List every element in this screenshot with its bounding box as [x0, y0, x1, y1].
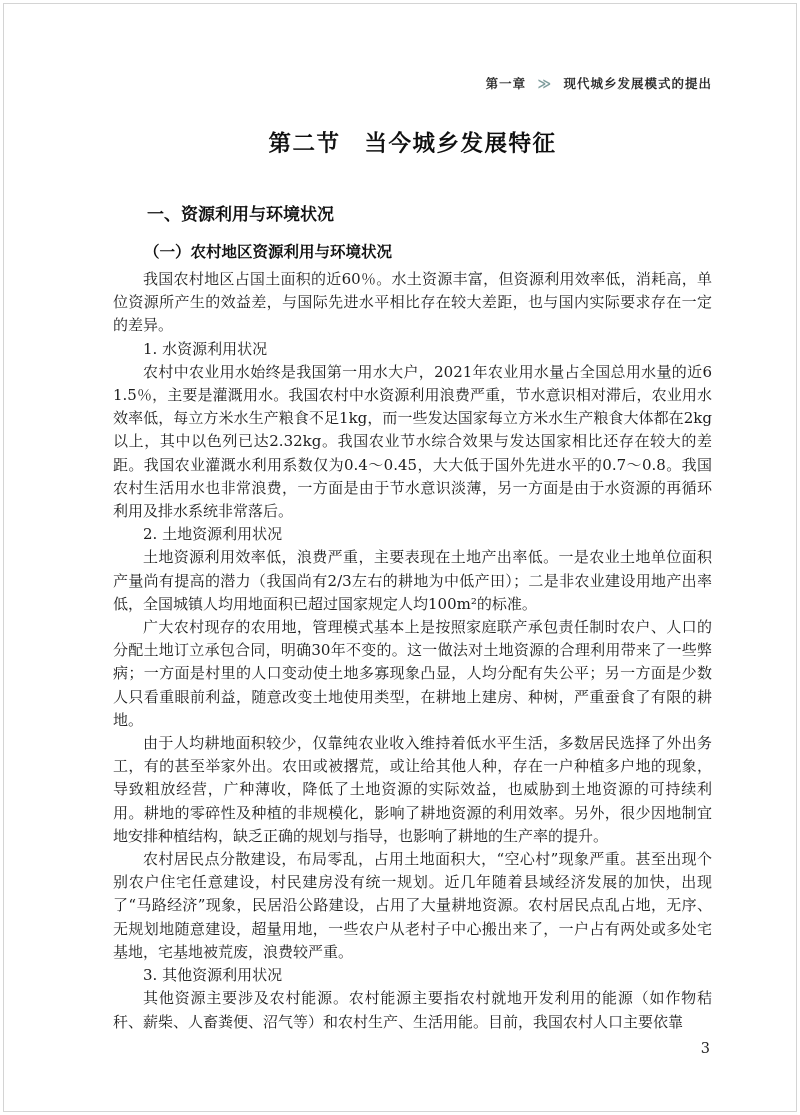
running-header [113, 0, 712, 92]
list-heading-land: 2. 土地资源利用状况 [143, 525, 283, 544]
chevron-right-icon: ≫ [537, 77, 553, 92]
paragraph-land-3: 由于人均耕地面积较少，仅靠纯农业收入维持着低水平生活，多数居民选择了外出务工，有的甚至举家外出。农田或被撂荒，或让给其他人种，存在一户种植多户地的现象，导致粗放经营，广种薄收，降低了土地资源的实际效益，也威胁到土地资源的可持续利用。耕地的零碎性及种植的非规模化，影响了耕地资源的利用效率。另外，很少因地制宜地安排种植结构，缺乏正确的规划与指导，也影响了耕地的生产率的提升。 [113, 734, 712, 845]
paragraph-land-1: 土地资源利用效率低，浪费严重，主要表现在土地产出率低。一是农业土地单位面积产量尚有提高的潜力（我国尚有2/3左右的耕地为中低产田）；二是非农业建设用地产出率低，全国城镇人均用地面积已超过国家规定人均100m²的标准。 [113, 548, 712, 613]
body-text [113, 268, 712, 1034]
paragraph-land-2: 广大农村现存的农用地，管理模式基本上是按照家庭联产承包责任制时农户、人口的分配土地订立承包合同，明确30年不变的。这一做法对土地资源的合理利用带来了一些弊病；一方面是村里的人口变动使土地多寡现象凸显，人均分配有失公平；另一方面是少数人只看重眼前利益，随意改变土地使用类型，在耕地上建房、种树，严重蚕食了有限的耕地。 [113, 618, 712, 729]
chapter-label: 第一章 [485, 76, 527, 91]
paragraph-water: 农村中农业用水始终是我国第一用水大户，2021年农业用水量占全国总用水量的近61.5％，主要是灌溉用水。我国农村中水资源利用浪费严重，节水意识相对滞后，农业用水效率低，每立方米水生产粮食不足1kg，而一些发达国家每立方米水生产粮食大体都在2kg以上，其中以色列已达2.32kg。我国农业节水综合效果与发达国家相比还存在较大的差距。我国农业灌溉水利用系数仅为0.4～0.45，大大低于国外先进水平的0.7～0.8。我国农村生活用水也非常浪费，一方面是由于节水意识淡薄，另一方面是由于水资源的再循环利用及排水系统非常落后。 [113, 362, 712, 521]
paragraph-land-4: 农村居民点分散建设，布局零乱，占用土地面积大，“空心村”现象严重。甚至出现个别农户住宅任意建设，村民建房没有统一规划。近几年随着县域经济发展的加快，出现了“马路经济”现象，民居沿公路建设，占用了大量耕地资源。农村居民点乱占地，无序、无规划地随意建设，超量用地，一些农户从老村子中心搬出来了，一户占有两处或多处宅基地，宅基地被荒废，浪费较严重。 [113, 850, 712, 961]
section-title: 第二节 当今城乡发展特征 [268, 131, 557, 157]
list-heading-other: 3. 其他资源利用状况 [143, 966, 283, 985]
page-number: 3 [700, 1041, 710, 1057]
paragraph-other: 其他资源主要涉及农村能源。农村能源主要指农村就地开发利用的能源（如作物秸秆、薪柴、人畜粪便、沼气等）和农村生产、生活用能。目前，我国农村人口主要依靠 [113, 989, 712, 1031]
heading-resources-environment: 一、资源利用与环境状况 [147, 205, 334, 225]
chapter-title: 现代城乡发展模式的提出 [563, 76, 712, 91]
list-heading-water: 1. 水资源利用状况 [143, 339, 268, 358]
heading-rural-resources: （一）农村地区资源利用与环境状况 [144, 243, 393, 261]
paragraph-intro: 我国农村地区占国土面积的近60％。水土资源丰富，但资源利用效率低，消耗高，单位资源所产生的效益差，与国际先进水平相比存在较大差距，也与国内实际要求存在一定的差异。 [113, 270, 712, 335]
